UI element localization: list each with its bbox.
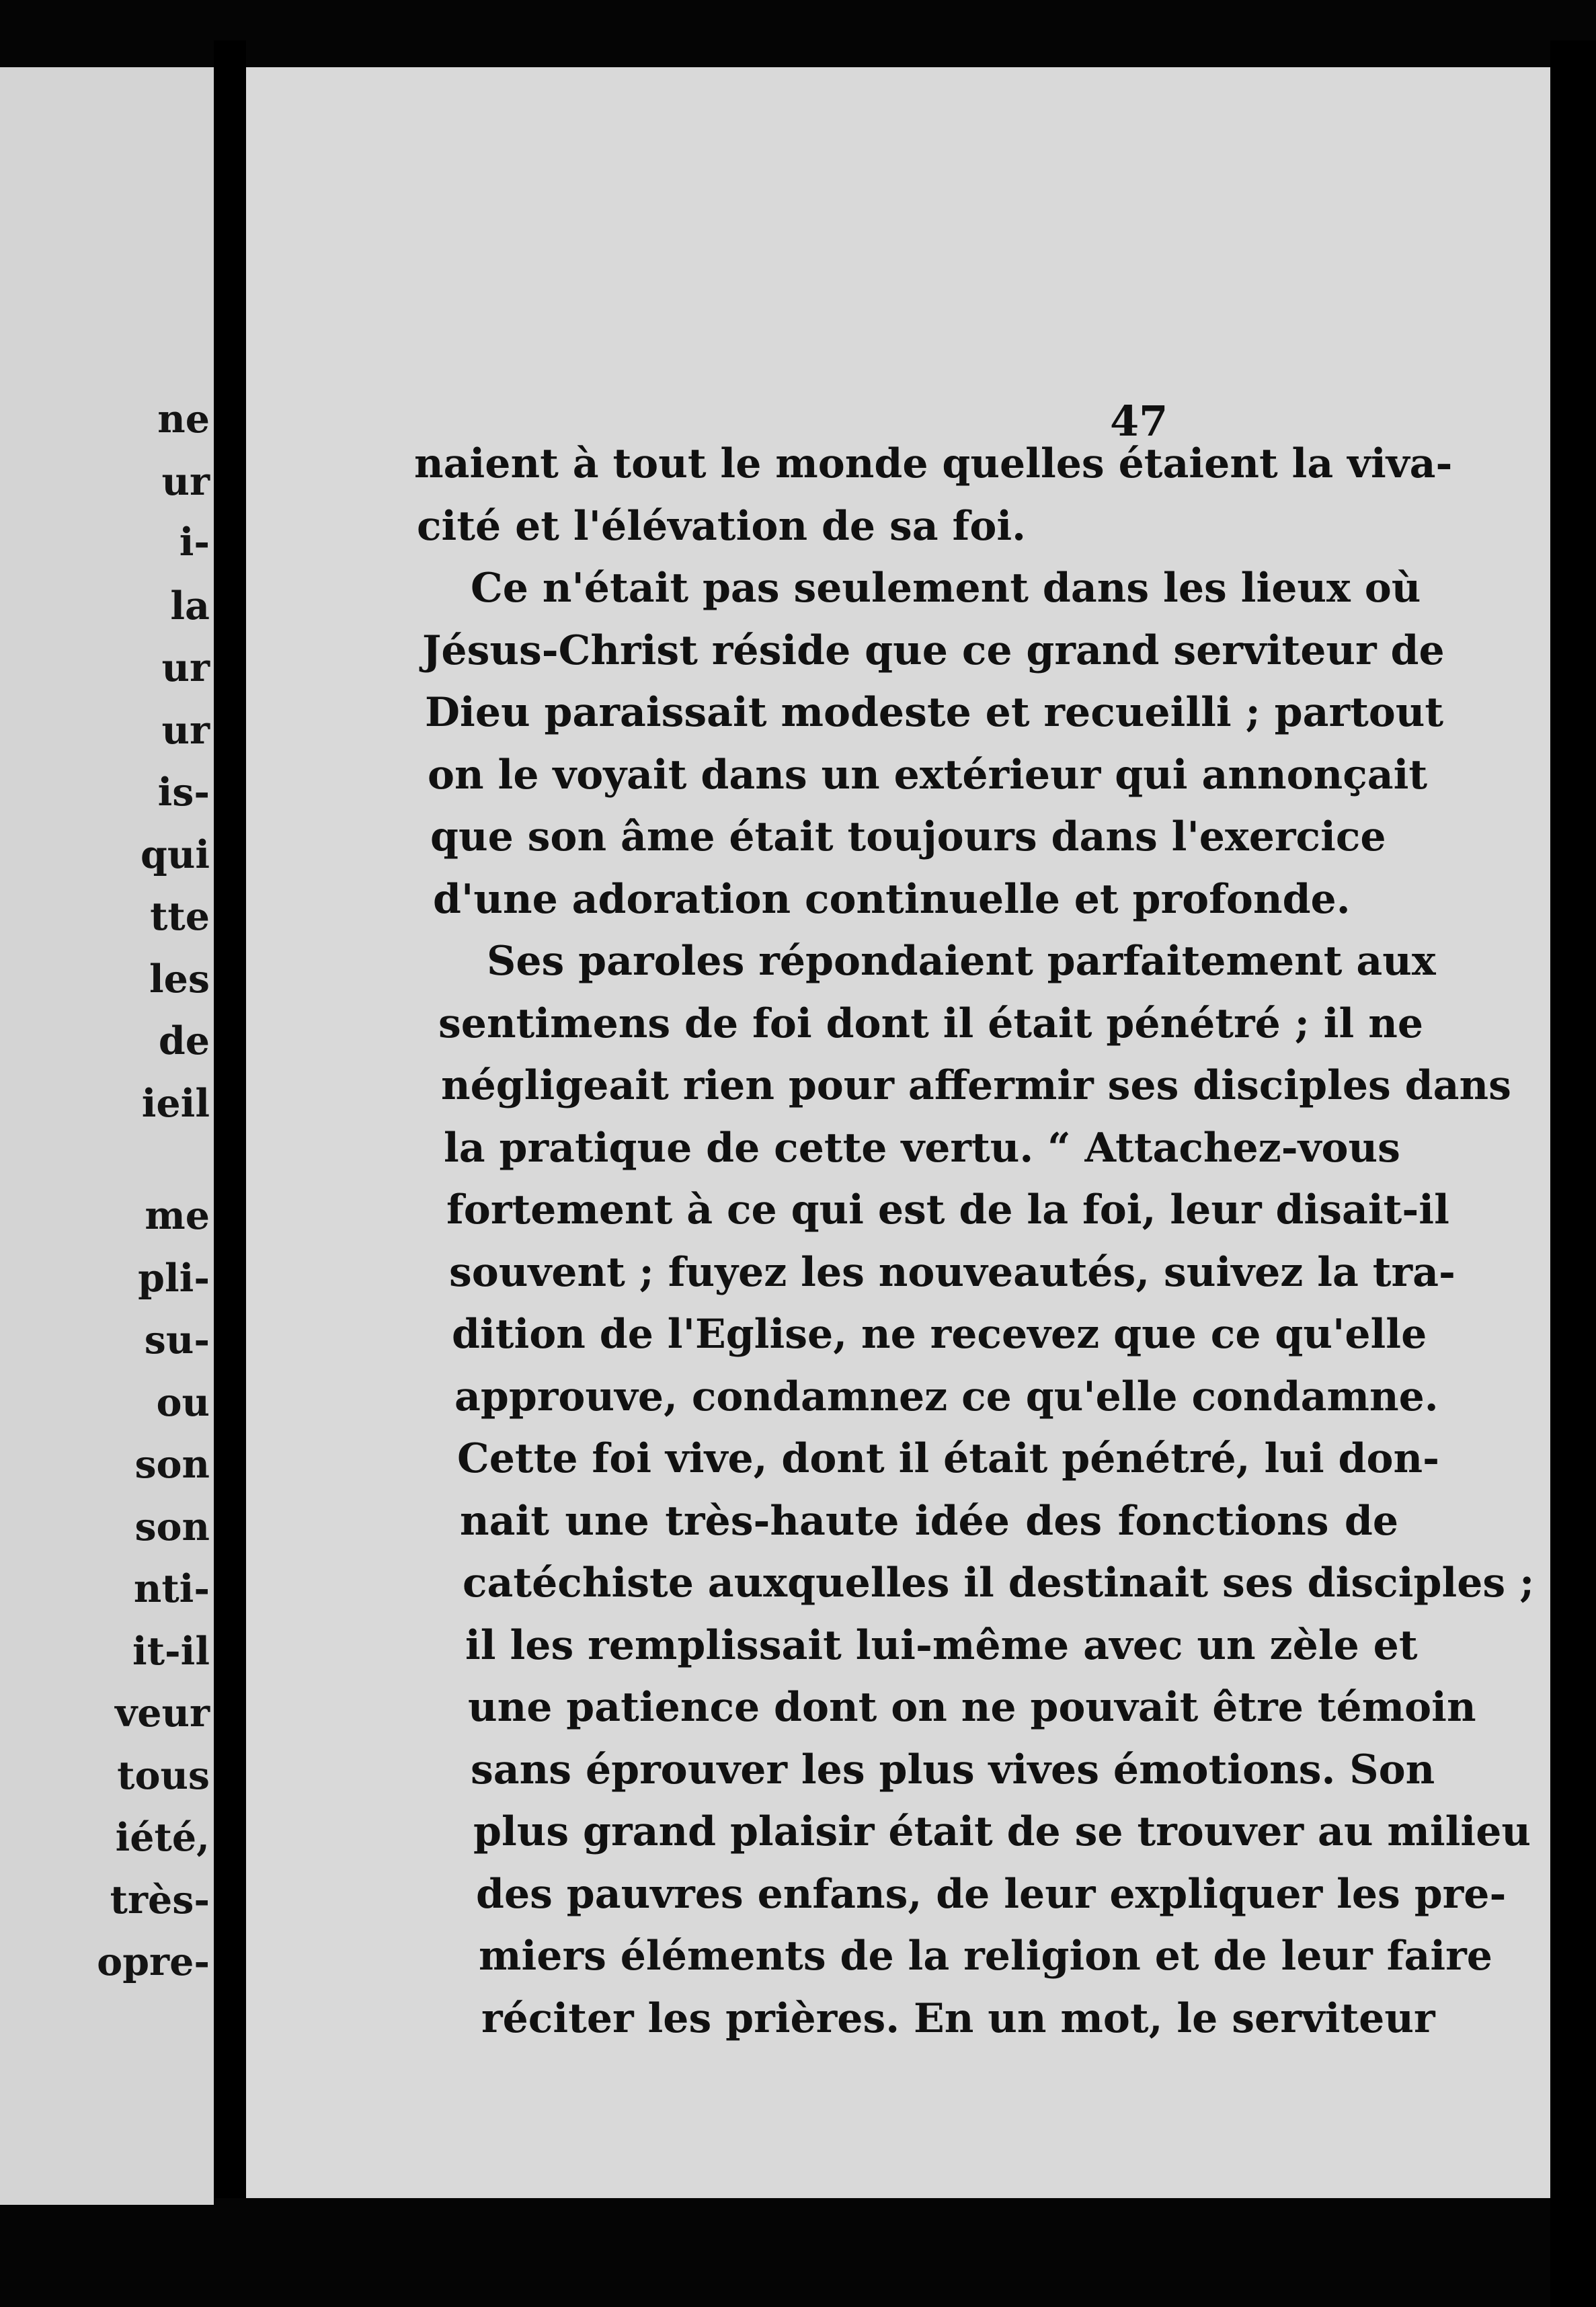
- left-page-text-fragment: son: [134, 1504, 210, 1549]
- left-page-text-fragment: ou: [156, 1380, 210, 1425]
- text-line: des pauvres enfans, de leur expliquer les pre-: [476, 1870, 1507, 1918]
- left-page-text-fragment: ne: [157, 397, 210, 442]
- left-page-text-fragment: veur: [115, 1691, 210, 1736]
- text-line: sans éprouver les plus vives émotions. Son: [471, 1746, 1435, 1793]
- text-line: d'une adoration continuelle et profonde.: [433, 875, 1351, 923]
- left-page-text-fragment: son: [134, 1442, 210, 1487]
- left-page-text-fragment: la: [170, 583, 210, 629]
- text-line: Ses paroles répondaient parfaitement aux: [487, 938, 1436, 985]
- left-page-text-fragment: tous: [117, 1753, 210, 1798]
- left-page-text-fragment: qui: [141, 832, 210, 877]
- text-line: nait une très-haute idée des fonctions de: [460, 1497, 1398, 1545]
- text-line: Jésus-Christ réside que ce grand serviteur de: [422, 626, 1445, 674]
- text-line: miers éléments de la religion et de leur faire: [479, 1933, 1492, 1980]
- text-line: naient à tout le monde quelles étaient la viva-: [414, 440, 1453, 487]
- left-page-text-fragment: opre-: [97, 1939, 210, 1984]
- text-line: souvent ; fuyez les nouveautés, suivez la tra-: [449, 1248, 1455, 1296]
- page-number: 47: [1110, 397, 1168, 446]
- left-page-text-fragment: ur: [161, 708, 210, 753]
- left-page-text-fragment: it-il: [132, 1629, 210, 1674]
- text-line: que son âme était toujours dans l'exercice: [430, 813, 1386, 860]
- left-facing-page: [0, 67, 214, 2205]
- scan-border: [1550, 40, 1596, 2307]
- left-page-text-fragment: ieil: [141, 1081, 210, 1126]
- text-line: Dieu paraissait modeste et recueilli ; partout: [425, 689, 1444, 736]
- text-line: négligeait rien pour affermir ses disciples dans: [441, 1062, 1511, 1109]
- left-page-text-fragment: de: [158, 1018, 210, 1063]
- left-page-text-fragment: i-: [179, 520, 210, 565]
- text-line: sentimens de foi dont il était pénétré ; il ne: [438, 1000, 1424, 1047]
- page-gutter: [214, 40, 246, 2198]
- text-line: une patience dont on ne pouvait être témoin: [468, 1684, 1476, 1731]
- text-line: catéchiste auxquelles il destinait ses disciples ;: [463, 1560, 1535, 1607]
- text-line: Cette foi vive, dont il était pénétré, lui don-: [457, 1435, 1440, 1482]
- left-page-text-fragment: ur: [161, 459, 210, 504]
- left-page-text-fragment: me: [145, 1193, 210, 1238]
- left-page-text-fragment: su-: [144, 1318, 210, 1363]
- left-page-text-fragment: les: [149, 957, 210, 1002]
- text-line: réciter les prières. En un mot, le serviteur: [481, 1994, 1435, 2042]
- text-line: dition de l'Eglise, ne recevez que ce qu'elle: [452, 1311, 1427, 1358]
- left-page-text-fragment: pli-: [138, 1256, 210, 1301]
- text-line: on le voyait dans un extérieur qui annonçait: [428, 751, 1428, 799]
- left-page-text-fragment: is-: [157, 770, 210, 815]
- text-line: fortement à ce qui est de la foi, leur disait-il: [446, 1186, 1449, 1233]
- text-line: Ce n'était pas seulement dans les lieux où: [471, 565, 1421, 612]
- text-line: la pratique de cette vertu. “ Attachez-vous: [444, 1124, 1400, 1172]
- left-page-text-fragment: tte: [150, 894, 210, 939]
- left-page-text-fragment: ur: [161, 645, 210, 690]
- left-page-text-fragment: très-: [110, 1877, 210, 1922]
- text-line: cité et l'élévation de sa foi.: [417, 502, 1027, 550]
- text-line: il les remplissait lui-même avec un zèle et: [465, 1621, 1418, 1669]
- text-line: plus grand plaisir était de se trouver au milieu: [473, 1808, 1531, 1855]
- left-page-text-fragment: iété,: [115, 1815, 210, 1860]
- left-page-text-fragment: nti-: [133, 1566, 210, 1611]
- main-page: [246, 67, 1550, 2198]
- text-line: approuve, condamnez ce qu'elle condamne.: [454, 1373, 1439, 1420]
